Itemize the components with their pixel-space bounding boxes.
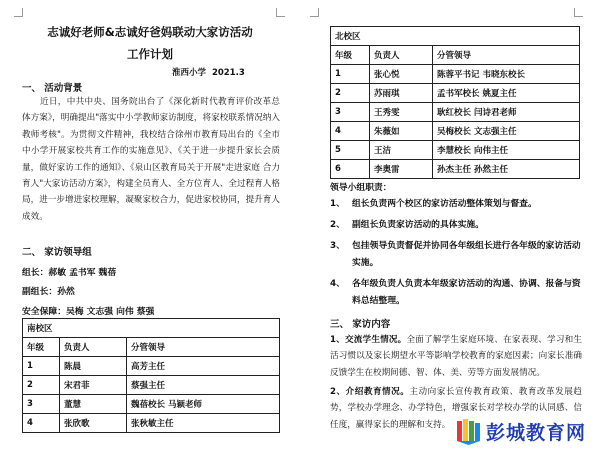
list-item: 1、 组长负责两个校区的家访活动整体策划与督查。 — [330, 199, 537, 209]
table-row — [331, 160, 580, 179]
table-row — [23, 414, 280, 433]
column-header: 分管领导 — [127, 338, 280, 357]
document-title: 志诚好老师&志诚好爸妈联动大家访活动 — [47, 25, 253, 39]
list-item: 3、 包挂领导负责督促并协同各年级组长进行各年级的家访活动实施。 — [330, 241, 581, 268]
leader-cell: 张欣歌 — [60, 414, 127, 433]
duties-heading: 领导小组职责： — [330, 183, 392, 193]
leader-cell: 宋君菲 — [60, 376, 127, 395]
leader-cell: 王洁 — [370, 141, 433, 160]
content-item-1: 1、交流学生情况。全面了解学生家庭环境、在家表现、学习和生活习惯以及家长期望水平等影响学校教育的家庭因素；向家长准确反馈学生在校期间德、智、体、美、劳等方面发展情况。 — [330, 335, 582, 378]
deputy-line: 副组长：孙然 — [22, 287, 75, 297]
table-row — [23, 395, 280, 414]
page-corner-mark — [574, 8, 583, 17]
supervisor-cell: 孟书军校长 姚夏主任 — [433, 84, 580, 103]
list-item: 2、 副组长负责家访活动的具体实施。 — [330, 220, 484, 230]
table-row — [331, 84, 580, 103]
leader-cell: 王秀雯 — [370, 103, 433, 122]
page-corner-mark — [276, 8, 285, 17]
pencil-logo-icon — [456, 417, 482, 445]
table-caption: 北校区 — [331, 27, 580, 46]
section-heading-background: 一、 活动背景 — [22, 83, 83, 94]
grade-cell: 5 — [331, 141, 370, 160]
table-row — [23, 376, 280, 395]
leader-cell: 陈晨 — [60, 357, 127, 376]
grade-cell: 2 — [331, 84, 370, 103]
column-header: 负责人 — [60, 338, 127, 357]
leader-line: 组长：郝敏 孟书军 魏蓓 — [22, 268, 117, 278]
table-row — [331, 103, 580, 122]
school-name: 淮西小学 — [172, 68, 207, 78]
school-date-line — [172, 66, 245, 78]
supervisor-cell: 蔡强主任 — [127, 376, 280, 395]
supervisor-cell: 耿红校长 闫诗君老师 — [433, 103, 580, 122]
column-header: 负责人 — [370, 46, 433, 65]
column-header: 年级 — [331, 46, 370, 65]
left-page — [6, 0, 294, 450]
grade-cell: 1 — [331, 65, 370, 84]
document-subtitle: 工作计划 — [127, 47, 173, 61]
section-heading-leadership: 二、 家访领导组 — [22, 247, 92, 258]
table-row — [331, 122, 580, 141]
list-item: 4、 各年级负责人负责本年级家访活动的沟通、协调、报备与资料总结整理。 — [330, 279, 581, 306]
leader-cell: 董慧 — [60, 395, 127, 414]
section-heading-content: 三、 家访内容 — [330, 319, 391, 330]
page-corner-mark — [14, 8, 23, 17]
supervisor-cell: 李慧校长 向伟主任 — [433, 141, 580, 160]
leader-cell: 苏雨琪 — [370, 84, 433, 103]
supervisor-cell: 孙杰主任 孙然主任 — [433, 160, 580, 179]
column-header: 分管领导 — [433, 46, 580, 65]
right-page — [306, 0, 594, 450]
south-campus-table — [22, 318, 280, 433]
background-paragraph: 近日，中共中央、国务院出台了《深化新时代教育评价改革总体方案》，明确提出"落实中小学教师家访制度，将家校联系情况纳入教师考核"。为贯彻文件精神，我校结合徐州市教育局出台的《全市中小学开展家校共育工作的实施意见》、《关于进一步提升家长会质量，做好家访工作的通知》、《泉山区教育局关于开展"走进家庭 合力育人"大家访活动方案》，构建全员育人、全方位育人、全过程育人格局，进一步增进家校理解，凝聚家校合力，促进家校协同，提升育人成效。 — [22, 97, 280, 222]
site-watermark — [456, 414, 596, 448]
north-campus-table — [330, 26, 580, 179]
column-header: 年级 — [23, 338, 60, 357]
table-caption: 南校区 — [23, 319, 280, 338]
grade-cell: 3 — [331, 103, 370, 122]
grade-cell: 4 — [331, 122, 370, 141]
table-row — [331, 141, 580, 160]
leader-cell: 朱薇如 — [370, 122, 433, 141]
plan-date: 2021.3 — [211, 68, 245, 78]
leader-cell: 李奥雷 — [370, 160, 433, 179]
supervisor-cell: 陈蓉平书记 韦晓东校长 — [433, 65, 580, 84]
duties-list — [330, 196, 582, 310]
supervisor-cell: 高芳主任 — [127, 357, 280, 376]
table-row — [23, 357, 280, 376]
safety-line: 安全保障：吴梅 文志强 向伟 蔡强 — [22, 307, 155, 317]
supervisor-cell: 张秋敏主任 — [127, 414, 280, 433]
table-header-row — [331, 46, 580, 65]
table-row — [331, 65, 580, 84]
grade-cell: 1 — [23, 357, 60, 376]
supervisor-cell: 魏蓓校长 马颖老师 — [127, 395, 280, 414]
grade-cell: 4 — [23, 414, 60, 433]
leader-cell: 张心悦 — [370, 65, 433, 84]
content-item-2: 2、介绍教育情况。主动向家长宣传教育政策、教育改革发展趋势，学校办学理念、办学特色，增强家长对学校办学的认同感、信任度，赢得家长的理解和支持。 — [330, 387, 582, 430]
watermark-text: 彭城教育网 — [486, 421, 587, 444]
supervisor-cell: 吴梅校长 文志强主任 — [433, 122, 580, 141]
grade-cell: 2 — [23, 376, 60, 395]
table-header-row — [23, 338, 280, 357]
grade-cell: 3 — [23, 395, 60, 414]
grade-cell: 6 — [331, 160, 370, 179]
page-corner-mark — [310, 8, 319, 17]
